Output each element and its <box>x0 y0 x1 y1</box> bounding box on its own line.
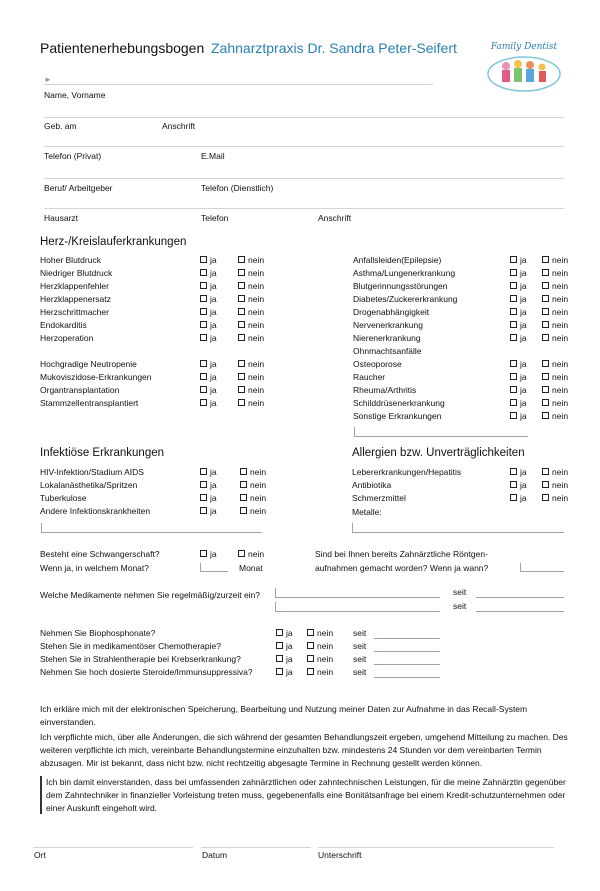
checkbox-icon[interactable] <box>238 282 245 289</box>
checkbox-icon[interactable] <box>200 321 207 328</box>
option-ja[interactable]: ja <box>200 307 217 317</box>
condition-label-hiv-infektion-stadium-aids: HIV-Infektion/Stadium AIDS <box>40 467 144 477</box>
option-nein[interactable]: nein <box>238 268 264 278</box>
option-ja[interactable]: ja <box>510 467 527 477</box>
therapy-since-field[interactable] <box>374 677 440 678</box>
option-ja[interactable]: ja <box>200 480 217 490</box>
pregnancy-question: Besteht eine Schwangerschaft? <box>40 549 160 559</box>
consent-appointments: Ich verpflichte mich, über alle Änderungen, die sich während der gesamten Behandlungszeit ergeben, umgehend Mitteilung zu machen. Des weiteren verpflichte ich mich, vereinbarte Behandlungstermine einzuhalten bzw. mindestens 24 Stunden vor dem vereinbarten Termin abzusagen. Mir ist bekannt, dass nicht bzw. nicht rechtzeitig abgesagte Termine in Rechnung gestellt werden können. <box>40 732 568 768</box>
option-nein[interactable]: nein <box>542 307 568 317</box>
metals-field[interactable] <box>352 532 564 533</box>
option-nein[interactable]: nein <box>238 333 264 343</box>
checkbox-icon[interactable] <box>510 308 517 315</box>
checkbox-icon[interactable] <box>200 256 207 263</box>
option-ja[interactable]: ja <box>276 667 293 677</box>
date-field[interactable] <box>201 847 311 848</box>
checkbox-icon[interactable] <box>542 468 549 475</box>
checkbox-icon[interactable] <box>510 399 517 406</box>
condition-label-osteoporose: Osteoporose <box>353 359 402 369</box>
option-nein[interactable]: nein <box>240 493 266 503</box>
medication-field-2[interactable] <box>275 611 440 612</box>
infection-section-title: Infektiöse Erkrankungen <box>40 447 165 459</box>
option-nein[interactable]: nein <box>542 398 568 408</box>
metals-label: Metalle: <box>352 507 382 517</box>
checkbox-icon[interactable] <box>200 468 207 475</box>
condition-label-hochgradige-neutropenie: Hochgradige Neutropenie <box>40 359 137 369</box>
checkbox-icon[interactable] <box>238 295 245 302</box>
checkbox-icon[interactable] <box>510 321 517 328</box>
checkbox-icon[interactable] <box>510 373 517 380</box>
doctor-address-label: Anschrift <box>318 213 352 223</box>
phone-email-field[interactable] <box>44 178 564 179</box>
option-ja[interactable]: ja <box>510 333 527 343</box>
month-label: Monat <box>239 563 263 573</box>
checkbox-icon[interactable] <box>542 399 549 406</box>
option-ja[interactable]: ja <box>200 467 217 477</box>
checkbox-icon[interactable] <box>510 494 517 501</box>
checkbox-icon[interactable] <box>200 373 207 380</box>
condition-label-stehen-sie-in-medikament-ser-chemotherapie: Stehen Sie in medikamentöser Chemotherapie? <box>40 641 221 651</box>
checkbox-icon[interactable] <box>510 481 517 488</box>
checkbox-icon[interactable] <box>240 494 247 501</box>
option-nein[interactable]: nein <box>542 493 568 503</box>
checkbox-icon[interactable] <box>238 308 245 315</box>
option-nein[interactable]: nein <box>542 385 568 395</box>
checkbox-icon[interactable] <box>238 334 245 341</box>
checkbox-icon[interactable] <box>200 399 207 406</box>
option-ja[interactable]: ja <box>200 506 217 516</box>
consent-credit-check: Ich bin damit einverstanden, dass bei umfassenden zahnärztlichen oder zahntechnischen Leistungen, für die meine Zahnärztin gegenüber dem Zahntechniker in finanzieller Vorleistung treten muss, gegebenenfalls eine Bonitätsanfrage bei einem Kredit-schutzunternehmen oder einer Auskunft eingeholt wird. <box>46 777 566 813</box>
checkbox-icon[interactable] <box>200 481 207 488</box>
condition-label-schilddr-senerkrankung: Schilddrüsenerkrankung <box>353 398 445 408</box>
option-nein[interactable]: nein <box>238 385 264 395</box>
option-ja[interactable]: ja <box>200 372 217 382</box>
option-ja[interactable]: ja <box>510 480 527 490</box>
date-label: Datum <box>202 850 228 860</box>
option-ja[interactable]: ja <box>200 281 217 291</box>
medication-question: Welche Medikamente nehmen Sie regelmäßig/zurzeit ein? <box>40 590 261 600</box>
option-nein[interactable]: nein <box>238 294 264 304</box>
option-nein[interactable]: nein <box>307 628 333 638</box>
pregnancy-month-question: Wenn ja, in welchem Monat? <box>40 563 149 573</box>
therapy-since-field[interactable] <box>374 651 440 652</box>
checkbox-icon[interactable] <box>200 308 207 315</box>
checkbox-icon[interactable] <box>542 256 549 263</box>
option-nein[interactable]: nein <box>542 359 568 369</box>
checkbox-icon[interactable] <box>238 321 245 328</box>
therapy-since-label: seit <box>353 628 367 638</box>
condition-label-lebererkrankungen-hepatitis: Lebererkrankungen/Hepatitis <box>352 467 462 477</box>
checkbox-icon[interactable] <box>510 386 517 393</box>
condition-label-herzklappenfehler: Herzklappenfehler <box>40 281 109 291</box>
option-ja[interactable]: ja <box>510 359 527 369</box>
pregnancy-nein[interactable]: nein <box>238 549 264 559</box>
form-title: Patientenerhebungsbogen <box>40 40 205 56</box>
option-ja[interactable]: ja <box>510 320 527 330</box>
cardio-section-title: Herz-/Kreislauferkrankungen <box>40 236 187 248</box>
checkbox-icon[interactable] <box>238 269 245 276</box>
medication-since-label-1: seit <box>453 587 467 597</box>
condition-label-lokalan-sthetika-spritzen: Lokalanästhetika/Spritzen <box>40 480 138 490</box>
checkbox-icon[interactable] <box>238 550 245 557</box>
condition-label-stehen-sie-in-strahlentherapie-bei-krebserkrankung: Stehen Sie in Strahlentherapie bei Krebserkrankung? <box>40 654 241 664</box>
condition-label-diabetes-zuckererkrankung: Diabetes/Zuckererkrankung <box>353 294 458 304</box>
option-nein[interactable]: nein <box>240 480 266 490</box>
condition-label-blutgerinnungsst-rungen: Blutgerinnungsstörungen <box>353 281 448 291</box>
checkbox-icon[interactable] <box>276 642 283 649</box>
checkbox-icon[interactable] <box>307 629 314 636</box>
option-nein[interactable]: nein <box>542 255 568 265</box>
condition-label-herzklappenersatz: Herzklappenersatz <box>40 294 111 304</box>
checkbox-icon[interactable] <box>200 507 207 514</box>
checkbox-icon[interactable] <box>200 269 207 276</box>
option-nein[interactable]: nein <box>307 641 333 651</box>
checkbox-icon[interactable] <box>238 360 245 367</box>
option-nein[interactable]: nein <box>307 654 333 664</box>
place-label: Ort <box>34 850 46 860</box>
checkbox-icon[interactable] <box>276 629 283 636</box>
medication-since-label-2: seit <box>453 601 467 611</box>
arrow-marker-icon: ► <box>44 75 52 84</box>
therapy-since-label: seit <box>353 654 367 664</box>
phone-work-label: Telefon (Dienstlich) <box>201 183 274 193</box>
logo-text: Family Dentist <box>490 42 558 52</box>
checkbox-icon[interactable] <box>510 412 517 419</box>
checkbox-icon[interactable] <box>510 468 517 475</box>
option-ja[interactable]: ja <box>510 307 527 317</box>
option-nein[interactable]: nein <box>240 467 266 477</box>
option-ja[interactable]: ja <box>200 333 217 343</box>
therapy-since-label: seit <box>353 667 367 677</box>
condition-label-asthma-lungenerkrankung: Asthma/Lungenerkrankung <box>353 268 456 278</box>
checkbox-icon[interactable] <box>200 494 207 501</box>
doctor-label: Hausarzt <box>44 213 79 223</box>
option-ja[interactable]: ja <box>200 294 217 304</box>
birthdate-label: Geb. am <box>44 121 77 131</box>
option-nein[interactable]: nein <box>542 480 568 490</box>
checkbox-icon[interactable] <box>510 256 517 263</box>
checkbox-icon[interactable] <box>276 655 283 662</box>
condition-label-hoher-blutdruck: Hoher Blutdruck <box>40 255 101 265</box>
xray-date-field[interactable] <box>520 571 564 572</box>
employer-field[interactable] <box>44 208 564 209</box>
family-dentist-logo <box>484 36 564 94</box>
signature-field[interactable] <box>318 847 554 848</box>
option-nein[interactable]: nein <box>238 255 264 265</box>
option-nein[interactable]: nein <box>542 467 568 477</box>
option-ja[interactable]: ja <box>510 372 527 382</box>
xray-question-2: aufnahmen gemacht worden? Wenn ja wann? <box>315 563 489 573</box>
option-ja[interactable]: ja <box>276 641 293 651</box>
condition-label-antibiotika: Antibiotika <box>352 480 392 490</box>
name-label: Name, Vorname <box>44 90 106 100</box>
checkbox-icon[interactable] <box>238 399 245 406</box>
option-nein[interactable]: nein <box>238 398 264 408</box>
checkbox-icon[interactable] <box>510 282 517 289</box>
condition-label-nierenerkrankung: Nierenerkrankung <box>353 333 421 343</box>
condition-label-drogenabh-ngigkeit: Drogenabhängigkeit <box>353 307 430 317</box>
checkbox-icon[interactable] <box>200 295 207 302</box>
condition-label-schmerzmittel: Schmerzmittel <box>352 493 406 503</box>
option-ja[interactable]: ja <box>510 255 527 265</box>
email-label: E.Mail <box>201 151 225 161</box>
option-nein[interactable]: nein <box>542 411 568 421</box>
checkbox-icon[interactable] <box>238 256 245 263</box>
condition-label-nehmen-sie-biophosphonate: Nehmen Sie Biophosphonate? <box>40 628 156 638</box>
signature-label: Unterschrift <box>318 850 362 860</box>
checkbox-icon[interactable] <box>200 550 207 557</box>
checkbox-icon[interactable] <box>510 295 517 302</box>
option-ja[interactable]: ja <box>510 493 527 503</box>
option-nein[interactable]: nein <box>542 372 568 382</box>
employer-label: Beruf/ Arbeitgeber <box>44 183 113 193</box>
checkbox-icon[interactable] <box>240 507 247 514</box>
condition-label-sonstige-erkrankungen: Sonstige Erkrankungen <box>353 411 442 421</box>
practice-name: Zahnarztpraxis Dr. Sandra Peter-Seifert <box>211 40 457 56</box>
option-ja[interactable]: ja <box>200 493 217 503</box>
condition-label-organtransplantation: Organtransplantation <box>40 385 120 395</box>
checkbox-icon[interactable] <box>542 360 549 367</box>
option-nein[interactable]: nein <box>542 268 568 278</box>
checkbox-icon[interactable] <box>510 269 517 276</box>
phone-private-label: Telefon (Privat) <box>44 151 102 161</box>
pregnancy-month-field[interactable] <box>200 571 228 572</box>
checkbox-icon[interactable] <box>542 321 549 328</box>
pregnancy-ja[interactable]: ja <box>200 549 217 559</box>
option-ja[interactable]: ja <box>276 628 293 638</box>
name-field[interactable] <box>44 117 564 118</box>
option-ja[interactable]: ja <box>200 398 217 408</box>
checkbox-icon[interactable] <box>542 481 549 488</box>
checkbox-icon[interactable] <box>200 334 207 341</box>
checkbox-icon[interactable] <box>238 386 245 393</box>
option-ja[interactable]: ja <box>510 268 527 278</box>
therapy-since-field[interactable] <box>374 638 440 639</box>
condition-label-andere-infektionskrankheiten: Andere Infektionskrankheiten <box>40 506 151 516</box>
condition-label-mukoviszidose-erkrankungen: Mukoviszidose-Erkrankungen <box>40 372 152 382</box>
checkbox-icon[interactable] <box>200 360 207 367</box>
condition-label-nehmen-sie-hoch-dosierte-steroide-immunsuppressiva: Nehmen Sie hoch dosierte Steroide/Immunsuppressiva? <box>40 667 253 677</box>
place-field[interactable] <box>33 847 193 848</box>
address-label: Anschrift <box>162 121 196 131</box>
option-ja[interactable]: ja <box>276 654 293 664</box>
option-nein[interactable]: nein <box>307 667 333 677</box>
option-ja[interactable]: ja <box>510 411 527 421</box>
condition-label-herzschrittmacher: Herzschrittmacher <box>40 307 109 317</box>
condition-label-raucher: Raucher <box>353 372 386 382</box>
option-nein[interactable]: nein <box>542 320 568 330</box>
option-nein[interactable]: nein <box>542 294 568 304</box>
medication-since-field-2[interactable] <box>476 611 564 612</box>
option-nein[interactable]: nein <box>238 320 264 330</box>
checkbox-icon[interactable] <box>276 668 283 675</box>
checkbox-icon[interactable] <box>510 334 517 341</box>
other-diseases-field[interactable] <box>354 436 528 437</box>
option-ja[interactable]: ja <box>200 320 217 330</box>
option-nein[interactable]: nein <box>542 281 568 291</box>
option-ja[interactable]: ja <box>510 281 527 291</box>
allergy-section-title: Allergien bzw. Unverträglichkeiten <box>352 447 525 459</box>
option-nein[interactable]: nein <box>238 372 264 382</box>
consent-recall: Ich erkläre mich mit der elektronischen Speicherung, Bearbeitung und Nutzung meiner Daten zur Aufnahme in das Recall-System einverstanden. <box>40 704 528 727</box>
checkbox-icon[interactable] <box>240 468 247 475</box>
checkbox-icon[interactable] <box>200 282 207 289</box>
condition-label-anfallsleiden-epilepsie: Anfallsleiden(Epilepsie) <box>353 255 442 265</box>
xray-question-1: Sind bei Ihnen bereits Zahnärztliche Röntgen- <box>315 549 488 559</box>
option-nein[interactable]: nein <box>238 359 264 369</box>
option-nein[interactable]: nein <box>542 333 568 343</box>
option-ja[interactable]: ja <box>200 359 217 369</box>
condition-label-niedriger-blutdruck: Niedriger Blutdruck <box>40 268 113 278</box>
doctor-phone-label: Telefon <box>201 213 229 223</box>
option-ja[interactable]: ja <box>200 385 217 395</box>
checkbox-icon[interactable] <box>542 282 549 289</box>
condition-label-rheuma-arthritis: Rheuma/Arthritis <box>353 385 417 395</box>
option-ja[interactable]: ja <box>200 255 217 265</box>
option-nein[interactable]: nein <box>238 307 264 317</box>
checkbox-icon[interactable] <box>240 481 247 488</box>
checkbox-icon[interactable] <box>238 373 245 380</box>
condition-label-herzoperation: Herzoperation <box>40 333 94 343</box>
therapy-since-field[interactable] <box>374 664 440 665</box>
checkbox-icon[interactable] <box>307 655 314 662</box>
condition-label-ohnmachtsanf-lle: Ohnmachtsanfälle <box>353 346 422 356</box>
checkbox-icon[interactable] <box>542 308 549 315</box>
checkbox-icon[interactable] <box>542 386 549 393</box>
checkbox-icon[interactable] <box>200 386 207 393</box>
checkbox-icon[interactable] <box>542 494 549 501</box>
option-ja[interactable]: ja <box>510 385 527 395</box>
therapy-since-label: seit <box>353 641 367 651</box>
condition-label-endokarditis: Endokarditis <box>40 320 87 330</box>
infection-other-field[interactable] <box>41 532 262 533</box>
checkbox-icon[interactable] <box>542 334 549 341</box>
checkbox-icon[interactable] <box>307 642 314 649</box>
option-ja[interactable]: ja <box>200 268 217 278</box>
checkbox-icon[interactable] <box>510 360 517 367</box>
option-nein[interactable]: nein <box>240 506 266 516</box>
checkbox-icon[interactable] <box>307 668 314 675</box>
option-nein[interactable]: nein <box>238 281 264 291</box>
checkbox-icon[interactable] <box>542 269 549 276</box>
condition-label-stammzellentransplantiert: Stammzellentransplantiert <box>40 398 139 408</box>
option-ja[interactable]: ja <box>510 398 527 408</box>
checkbox-icon[interactable] <box>542 412 549 419</box>
birthdate-address-field[interactable] <box>44 146 564 147</box>
option-ja[interactable]: ja <box>510 294 527 304</box>
medication-since-field-1[interactable] <box>476 597 564 598</box>
condition-label-nervenerkrankung: Nervenerkrankung <box>353 320 423 330</box>
condition-label-tuberkulose: Tuberkulose <box>40 493 87 503</box>
checkbox-icon[interactable] <box>542 295 549 302</box>
checkbox-icon[interactable] <box>542 373 549 380</box>
medication-field-1[interactable] <box>275 597 440 598</box>
